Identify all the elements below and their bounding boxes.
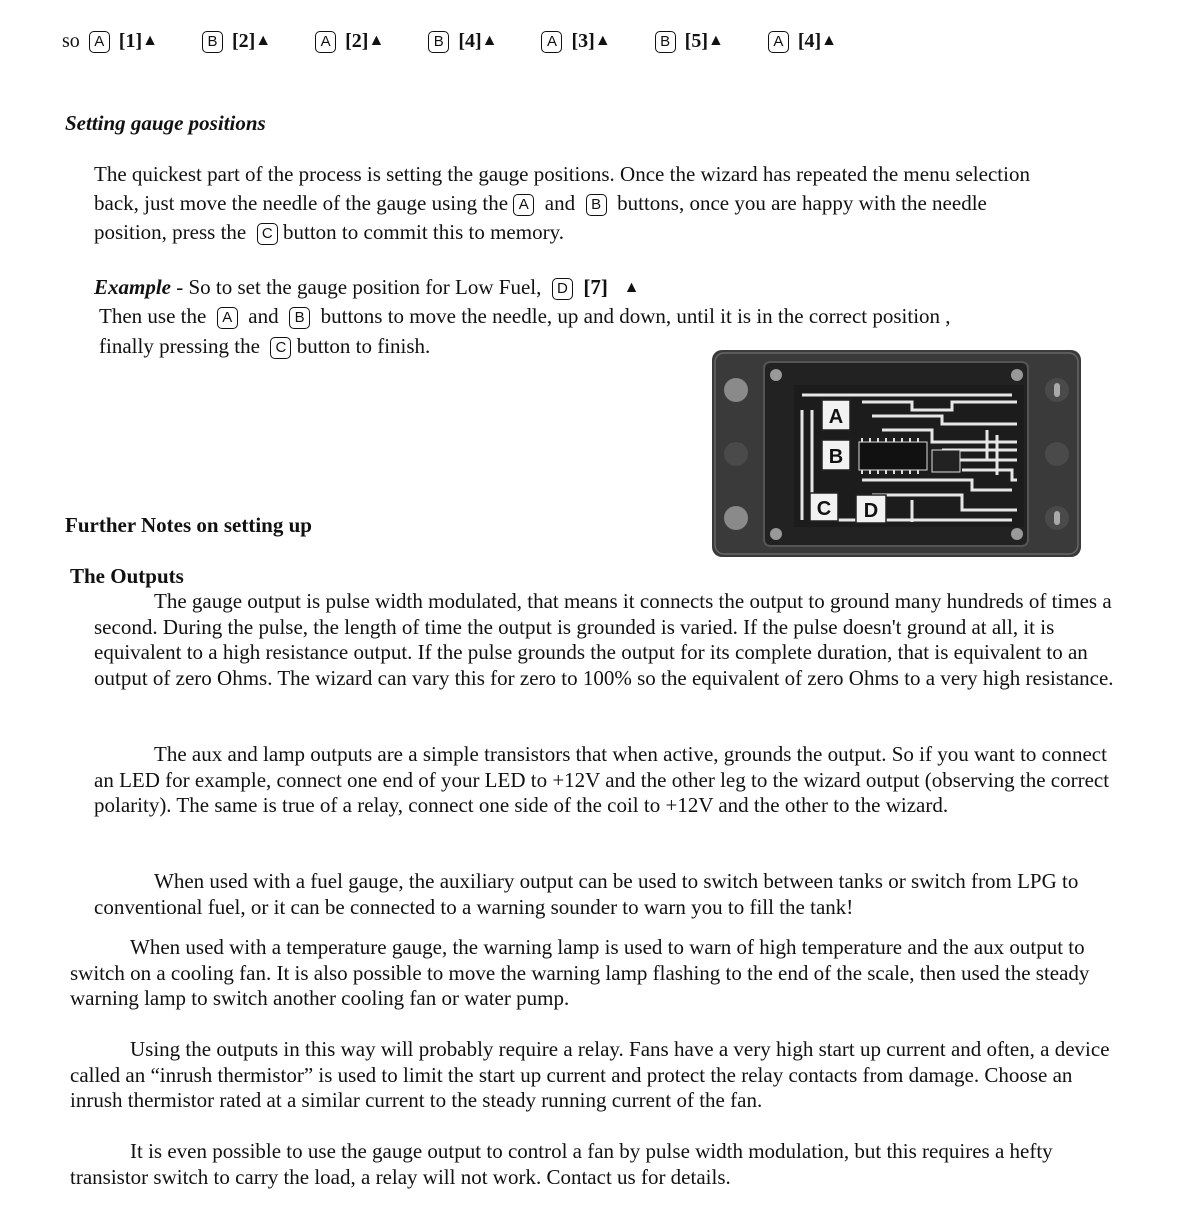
key-c-icon: C <box>270 337 291 359</box>
text: It is even possible to use the gauge output to control a fan by pulse width modulation, but this requires a hefty transistor switch to carry the load, a relay will not work. Contact us for details. <box>70 1139 1053 1189</box>
text: When used with a fuel gauge, the auxiliary output can be used to switch between tanks or switch from LPG to conventional fuel, or it can be connected to a warning sounder to warn you to fill the tank! <box>94 869 1079 919</box>
example-label: Example <box>94 275 171 299</box>
text: button to finish. <box>296 334 431 358</box>
key-a-icon: A <box>217 307 238 329</box>
sequence-step <box>541 30 610 53</box>
screw-hole-icon <box>1045 442 1069 466</box>
gauge-para-line-1 <box>94 162 1030 187</box>
text: buttons to move the needle, up and down, until it is in the correct position , <box>320 304 951 328</box>
key-d-icon: D <box>552 278 573 300</box>
key-a-icon: A <box>89 31 110 53</box>
sequence-step <box>768 30 837 53</box>
chip-icon <box>859 442 927 470</box>
pcb-label-b: B <box>828 446 844 468</box>
text: - So to set the gauge position for Low Fuel, <box>171 275 542 299</box>
key-b-icon: B <box>655 31 676 53</box>
example-line-2 <box>99 304 951 329</box>
key-b-icon: B <box>202 31 223 53</box>
sequence-prefix: so <box>62 30 80 52</box>
text: The gauge output is pulse width modulated, that means it connects the output to ground many hundreds of times a second. During the pulse, the length of time the output is grounded is varied. If the pulse doesn't ground at all, it is equivalent to a high resistance output. If the pulse grounds the output for its complete duration, that is equivalent to an output of zero Ohms. The wizard can vary this for zero to 100% so the equivalent of zero Ohms to a very high resistance. <box>94 589 1114 690</box>
paragraph-pwm-fan <box>70 1139 1110 1190</box>
subheading-outputs: The Outputs <box>70 564 184 588</box>
gauge-para-line-3 <box>94 220 564 245</box>
key-a-icon: A <box>315 31 336 53</box>
text: finally pressing the <box>99 334 260 358</box>
screw-hole-icon <box>724 506 748 530</box>
text: and <box>544 191 576 215</box>
key-b-icon: B <box>289 307 310 329</box>
paragraph-aux-lamp <box>94 742 1124 819</box>
up-arrow-icon: ▲ <box>821 32 837 49</box>
key-a-icon: A <box>541 31 562 53</box>
pcb-label-d: D <box>863 500 879 522</box>
step-number: [5] <box>684 30 708 52</box>
paragraph-fuel-gauge <box>94 869 1124 920</box>
example-line-1 <box>94 275 639 300</box>
key-c-icon: C <box>257 223 278 245</box>
up-arrow-icon: ▲ <box>368 32 385 49</box>
text: position, press the <box>94 220 247 244</box>
step-number: [3] <box>571 30 595 52</box>
text: When used with a temperature gauge, the warning lamp is used to warn of high temperature and the aux output to switch on a cooling fan. It is also possible to move the warning lamp flashing to the end of the scale, then used the steady warning lamp to switch another cooling fan or water pump. <box>70 935 1090 1011</box>
section-heading-gauge-positions: Setting gauge positions <box>65 111 266 135</box>
pcb-label-c: C <box>816 498 832 520</box>
text: Then use the <box>99 304 207 328</box>
paragraph-gauge-output <box>94 589 1124 691</box>
step-number: [4] <box>797 30 822 52</box>
example-line-3 <box>99 334 430 359</box>
text: buttons, once you are happy with the needle <box>617 191 987 215</box>
sequence-step <box>315 30 384 53</box>
up-arrow-icon: ▲ <box>594 32 611 49</box>
up-arrow-icon: ▲ <box>623 279 640 296</box>
text: The quickest part of the process is setting the gauge positions. Once the wizard has repeated the menu selection <box>94 162 1030 186</box>
step-number: [4] <box>458 30 482 52</box>
text: The aux and lamp outputs are a simple transistors that when active, grounds the output. So if you want to connect an LED for example, connect one end of your LED to +12V and the other leg to the wizard output (observing the correct polarity). The same is true of a relay, connect one side of the coil to +12V and the other to the wizard. <box>94 742 1110 818</box>
sequence-step <box>428 30 497 53</box>
up-arrow-icon: ▲ <box>255 32 272 49</box>
key-b-icon: B <box>586 194 607 216</box>
up-arrow-icon: ▲ <box>142 32 158 49</box>
pcb-label-a: A <box>828 406 844 428</box>
up-arrow-icon: ▲ <box>707 32 724 49</box>
key-b-icon: B <box>428 31 449 53</box>
key-a-icon: A <box>513 194 534 216</box>
sequence-step <box>89 30 158 53</box>
step-number: [7] <box>583 275 608 299</box>
text: Using the outputs in this way will probably require a relay. Fans have a very high start up current and often, a device called an “inrush thermistor” is used to limit the start up current and protect the relay contacts from damage. Choose an inrush thermistor rated at a similar current to the steady running current of the fan. <box>70 1037 1110 1113</box>
text: back, just move the needle of the gauge using the <box>94 191 509 215</box>
screw-hole-icon <box>724 442 748 466</box>
sequence-step <box>202 30 271 53</box>
sequence-step <box>655 30 724 53</box>
key-a-icon: A <box>768 31 789 53</box>
text: button to commit this to memory. <box>283 220 564 244</box>
screw-hole-icon <box>724 378 748 402</box>
paragraph-relay <box>70 1037 1110 1114</box>
step-number: [1] <box>118 30 143 52</box>
paragraph-temperature-gauge <box>70 935 1110 1012</box>
step-number: [2] <box>231 30 256 52</box>
up-arrow-icon: ▲ <box>481 32 498 49</box>
circuit-board-photo <box>712 350 1081 557</box>
section-heading-further-notes: Further Notes on setting up <box>65 513 312 537</box>
text: and <box>248 304 279 328</box>
step-number: [2] <box>345 30 369 52</box>
gauge-para-line-2 <box>94 191 987 216</box>
key-sequence <box>62 30 881 53</box>
